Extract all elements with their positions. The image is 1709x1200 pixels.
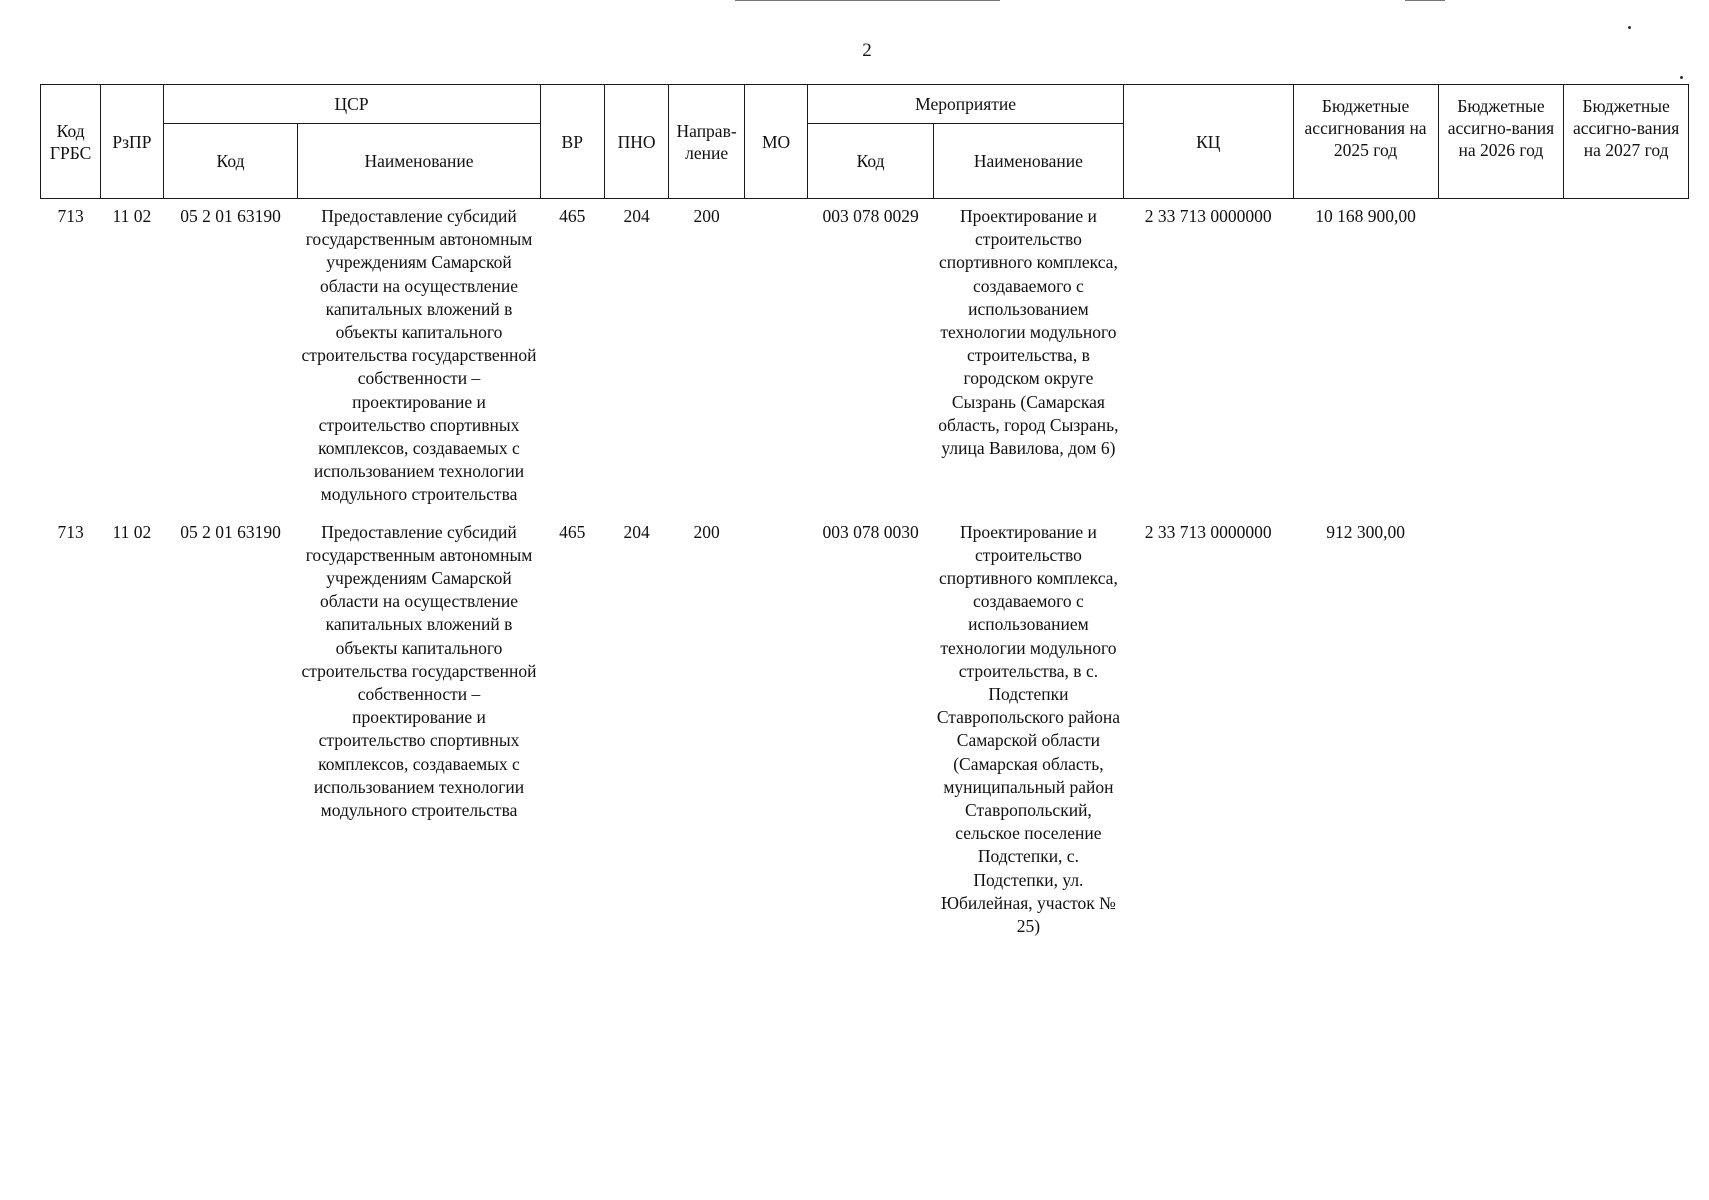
cell-rzpr: 11 02 (112, 206, 152, 226)
cell-csr-code: 05 2 01 63190 (180, 521, 281, 542)
cell-budget-2027 (1564, 507, 1689, 939)
cell-budget-2025: 10 168 900,00 (1315, 206, 1416, 226)
cell-event-name: Проектирование и строительство спортивного комплекса, создаваемого с использованием технологии модульного строительства, в с. Подстепки Ставропольского района Самарской области (Самарская область, муниципальный район Ставропольский, сельское поселение Подстепки, с. Подстепки, ул. Юбилейная, участок № 25) (936, 521, 1121, 937)
cell-pno: 204 (623, 206, 650, 226)
cell-vr: 465 (559, 206, 586, 226)
header-event-group: Мероприятие (808, 85, 1124, 124)
top-rule (735, 0, 1000, 1)
cell-event-code: 003 078 0029 (822, 206, 919, 226)
scan-speck (1628, 26, 1631, 29)
top-rule-right (1405, 0, 1445, 1)
budget-allocation-table (40, 84, 1689, 938)
header-event-name: Наименование (933, 124, 1123, 199)
cell-kc: 2 33 713 0000000 (1144, 521, 1272, 542)
table-row (41, 507, 1689, 939)
cell-budget-2027 (1564, 199, 1689, 507)
cell-direction: 200 (693, 206, 720, 226)
cell-mo (744, 199, 807, 507)
cell-mo (744, 507, 807, 939)
header-kc: КЦ (1123, 85, 1293, 199)
cell-budget-2025: 912 300,00 (1326, 521, 1405, 542)
cell-csr-name: Предоставление субсидий государственным автономным учреждениям Самарской области на осуществление капитальных вложений в объекты капитального строительства государственной собственности – проектирование и строительство спортивных комплексов, создаваемых с использованием технологии модульного строительства (301, 521, 537, 821)
table-header (41, 85, 1689, 199)
cell-event-code: 003 078 0030 (822, 521, 919, 542)
cell-csr-name: Предоставление субсидий государственным автономным учреждениям Самарской области на осуществление капитальных вложений в объекты капитального строительства государственной собственности – проектирование и строительство спортивных комплексов, создаваемых с использованием технологии модульного строительства (301, 206, 537, 505)
cell-kc: 2 33 713 0000000 (1144, 206, 1272, 226)
header-mo: МО (744, 85, 807, 199)
page-number: 2 (862, 40, 872, 61)
header-csr-name: Наименование (298, 124, 540, 199)
header-grbs: Код ГРБС (41, 85, 101, 199)
header-csr-group: ЦСР (163, 85, 540, 124)
header-budget-2026: Бюджетные ассигно-вания на 2026 год (1438, 85, 1564, 199)
cell-rzpr: 11 02 (112, 521, 152, 542)
header-budget-2025: Бюджетные ассигнования на 2025 год (1293, 85, 1438, 199)
cell-budget-2026 (1438, 507, 1564, 939)
cell-csr-code: 05 2 01 63190 (180, 206, 281, 226)
cell-grbs: 713 (57, 521, 84, 542)
header-vr: ВР (540, 85, 604, 199)
cell-budget-2026 (1438, 199, 1564, 507)
cell-event-name: Проектирование и строительство спортивного комплекса, создаваемого с использованием технологии модульного строительства, в городском округе Сызрань (Самарская область, город Сызрань, улица Вавилова, дом 6) (938, 206, 1119, 459)
scan-speck (1680, 76, 1683, 79)
header-csr-code: Код (163, 124, 298, 199)
cell-direction: 200 (693, 521, 720, 542)
header-budget-2027: Бюджетные ассигно-вания на 2027 год (1564, 85, 1689, 199)
cell-pno: 204 (623, 521, 650, 542)
header-rzpr: РзПР (101, 85, 163, 199)
table-body (41, 199, 1689, 939)
cell-vr: 465 (559, 521, 586, 542)
cell-grbs: 713 (57, 206, 84, 226)
header-event-code: Код (808, 124, 934, 199)
header-pno: ПНО (604, 85, 668, 199)
table-row (41, 199, 1689, 507)
header-direction: Направ-ление (669, 85, 745, 199)
